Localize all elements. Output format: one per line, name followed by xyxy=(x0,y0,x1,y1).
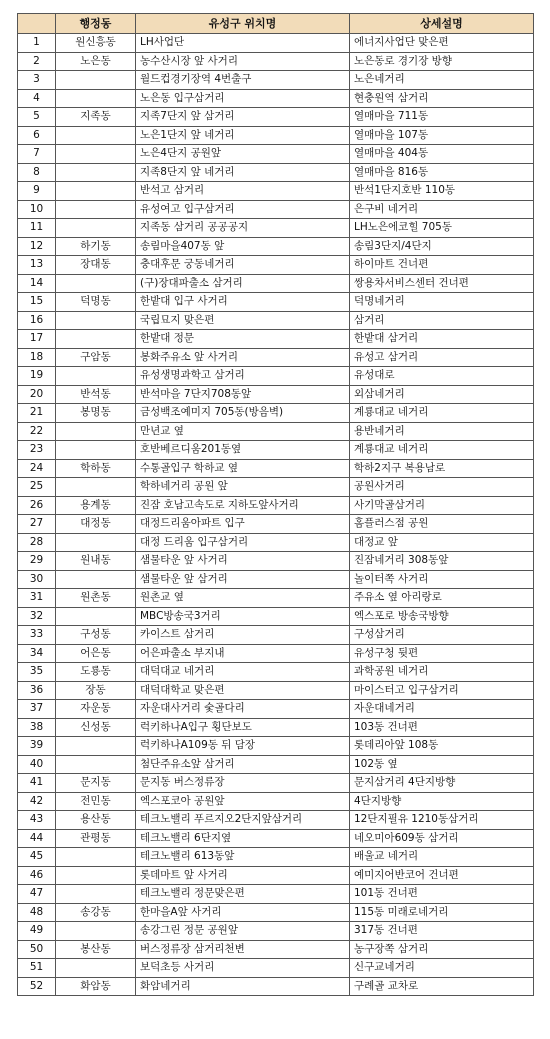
cell-location-name: 카이스트 삼거리 xyxy=(136,626,350,645)
table-row xyxy=(18,922,534,941)
cell-location-name: 샘물타운 앞 사거리 xyxy=(136,552,350,571)
cell-location-name: 한밭대 입구 사거리 xyxy=(136,293,350,312)
cell-number: 22 xyxy=(18,422,56,441)
cell-admin-dong: 봉산동 xyxy=(56,940,136,959)
cell-admin-dong: 학하동 xyxy=(56,459,136,478)
table-row xyxy=(18,274,534,293)
table-row xyxy=(18,478,534,497)
cell-detail: 덕명네거리 xyxy=(350,293,534,312)
table-row xyxy=(18,774,534,793)
cell-admin-dong: 구성동 xyxy=(56,626,136,645)
cell-detail: 사기막골삼거리 xyxy=(350,496,534,515)
cell-detail: 외삼네거리 xyxy=(350,385,534,404)
cell-number: 18 xyxy=(18,348,56,367)
cell-number: 5 xyxy=(18,108,56,127)
cell-admin-dong: 신성동 xyxy=(56,718,136,737)
cell-detail: 엑스포로 방송국방향 xyxy=(350,607,534,626)
cell-admin-dong xyxy=(56,478,136,497)
cell-location-name: 노은4단지 공원앞 xyxy=(136,145,350,164)
header-location-name: 유성구 위치명 xyxy=(136,14,350,34)
cell-number: 11 xyxy=(18,219,56,238)
cell-admin-dong: 봉명동 xyxy=(56,404,136,423)
table-row xyxy=(18,237,534,256)
table-row xyxy=(18,829,534,848)
cell-number: 3 xyxy=(18,71,56,90)
cell-location-name: 화암네거리 xyxy=(136,977,350,996)
cell-admin-dong xyxy=(56,145,136,164)
table-row xyxy=(18,367,534,386)
cell-location-name: 봉화주유소 앞 사거리 xyxy=(136,348,350,367)
table-row xyxy=(18,959,534,978)
cell-number: 46 xyxy=(18,866,56,885)
cell-admin-dong: 반석동 xyxy=(56,385,136,404)
cell-location-name: 테크노밸리 613동앞 xyxy=(136,848,350,867)
cell-admin-dong: 원신흥동 xyxy=(56,34,136,53)
cell-number: 30 xyxy=(18,570,56,589)
cell-admin-dong xyxy=(56,71,136,90)
cell-number: 19 xyxy=(18,367,56,386)
header-row xyxy=(18,14,534,34)
cell-number: 10 xyxy=(18,200,56,219)
table-row xyxy=(18,700,534,719)
cell-admin-dong xyxy=(56,441,136,460)
table-row xyxy=(18,311,534,330)
cell-location-name: 대덕대교 네거리 xyxy=(136,663,350,682)
table-row xyxy=(18,219,534,238)
cell-detail: 대정교 앞 xyxy=(350,533,534,552)
table-row xyxy=(18,737,534,756)
cell-location-name: 유성여고 입구삼거리 xyxy=(136,200,350,219)
table-body xyxy=(18,34,534,996)
cell-number: 29 xyxy=(18,552,56,571)
cell-admin-dong xyxy=(56,126,136,145)
table-row xyxy=(18,34,534,53)
table-row xyxy=(18,848,534,867)
table-row xyxy=(18,626,534,645)
cell-number: 8 xyxy=(18,163,56,182)
cell-location-name: 럭키하나A109동 뒤 담장 xyxy=(136,737,350,756)
cell-admin-dong xyxy=(56,848,136,867)
cell-location-name: 원촌교 옆 xyxy=(136,589,350,608)
cell-admin-dong xyxy=(56,866,136,885)
cell-detail: 115동 미래로네거리 xyxy=(350,903,534,922)
cell-location-name: 유성생명과학고 삼거리 xyxy=(136,367,350,386)
cell-location-name: 테크노밸리 푸르지오2단지앞삼거리 xyxy=(136,811,350,830)
cell-location-name: 지족동 삼거리 공공공지 xyxy=(136,219,350,238)
table-row xyxy=(18,515,534,534)
cell-detail: 현충원역 삼거리 xyxy=(350,89,534,108)
table-row xyxy=(18,755,534,774)
table-row xyxy=(18,681,534,700)
cell-location-name: LH사업단 xyxy=(136,34,350,53)
cell-admin-dong: 대정동 xyxy=(56,515,136,534)
cell-detail: 삼거리 xyxy=(350,311,534,330)
cell-location-name: 진잠 호남고속도로 지하도앞사거리 xyxy=(136,496,350,515)
header-admin-dong: 행정동 xyxy=(56,14,136,34)
cell-number: 21 xyxy=(18,404,56,423)
cell-number: 1 xyxy=(18,34,56,53)
cell-detail: 317동 건너편 xyxy=(350,922,534,941)
cell-detail: 구성삼거리 xyxy=(350,626,534,645)
table-row xyxy=(18,126,534,145)
cell-detail: 열매마을 816동 xyxy=(350,163,534,182)
location-table xyxy=(17,13,534,996)
cell-number: 2 xyxy=(18,52,56,71)
cell-location-name: 수통골입구 학하교 옆 xyxy=(136,459,350,478)
cell-number: 32 xyxy=(18,607,56,626)
cell-number: 33 xyxy=(18,626,56,645)
cell-admin-dong xyxy=(56,959,136,978)
cell-location-name: MBC방송국3거리 xyxy=(136,607,350,626)
table-row xyxy=(18,496,534,515)
cell-number: 47 xyxy=(18,885,56,904)
cell-number: 49 xyxy=(18,922,56,941)
table-row xyxy=(18,811,534,830)
cell-number: 36 xyxy=(18,681,56,700)
cell-location-name: (구)장대파출소 삼거리 xyxy=(136,274,350,293)
cell-admin-dong xyxy=(56,422,136,441)
cell-location-name: 대정드리움아파트 입구 xyxy=(136,515,350,534)
cell-number: 23 xyxy=(18,441,56,460)
cell-detail: 주유소 옆 아리랑로 xyxy=(350,589,534,608)
cell-admin-dong xyxy=(56,367,136,386)
cell-location-name: 반석고 삼거리 xyxy=(136,182,350,201)
cell-number: 6 xyxy=(18,126,56,145)
table-row xyxy=(18,644,534,663)
cell-detail: 예미지어반코어 건너편 xyxy=(350,866,534,885)
cell-admin-dong xyxy=(56,737,136,756)
cell-detail: 진잠네거리 308동앞 xyxy=(350,552,534,571)
cell-number: 48 xyxy=(18,903,56,922)
cell-detail: 자운대네거리 xyxy=(350,700,534,719)
cell-detail: 마이스터고 입구삼거리 xyxy=(350,681,534,700)
cell-location-name: 첨단주유소앞 삼거리 xyxy=(136,755,350,774)
cell-location-name: 버스정류장 삼거리천변 xyxy=(136,940,350,959)
table-row xyxy=(18,71,534,90)
cell-number: 37 xyxy=(18,700,56,719)
cell-number: 41 xyxy=(18,774,56,793)
cell-number: 12 xyxy=(18,237,56,256)
cell-location-name: 대정 드리움 입구삼거리 xyxy=(136,533,350,552)
table-row xyxy=(18,459,534,478)
cell-admin-dong xyxy=(56,219,136,238)
cell-detail: 열매마을 107동 xyxy=(350,126,534,145)
cell-location-name: 송강그린 정문 공원앞 xyxy=(136,922,350,941)
cell-admin-dong: 원촌동 xyxy=(56,589,136,608)
cell-admin-dong: 화암동 xyxy=(56,977,136,996)
table-row xyxy=(18,256,534,275)
cell-detail: 은구비 네거리 xyxy=(350,200,534,219)
cell-detail: 신구교네거리 xyxy=(350,959,534,978)
cell-number: 28 xyxy=(18,533,56,552)
cell-location-name: 럭키하나A입구 횡단보도 xyxy=(136,718,350,737)
cell-admin-dong xyxy=(56,607,136,626)
cell-location-name: 국립묘지 맞은편 xyxy=(136,311,350,330)
table-row xyxy=(18,866,534,885)
cell-detail: 12단지필유 1210동삼거리 xyxy=(350,811,534,830)
table-row xyxy=(18,663,534,682)
table-row xyxy=(18,182,534,201)
cell-admin-dong xyxy=(56,922,136,941)
cell-detail: 네오미아609동 삼거리 xyxy=(350,829,534,848)
cell-admin-dong xyxy=(56,274,136,293)
cell-detail: 놀이터쪽 사거리 xyxy=(350,570,534,589)
cell-detail: 열매마을 711동 xyxy=(350,108,534,127)
table-row xyxy=(18,552,534,571)
cell-location-name: 송림마을407동 앞 xyxy=(136,237,350,256)
table-row xyxy=(18,163,534,182)
cell-detail: 과학공원 네거리 xyxy=(350,663,534,682)
cell-admin-dong xyxy=(56,89,136,108)
cell-detail: 하이마트 건너편 xyxy=(350,256,534,275)
header-number xyxy=(18,14,56,34)
table-row xyxy=(18,570,534,589)
cell-number: 14 xyxy=(18,274,56,293)
cell-number: 27 xyxy=(18,515,56,534)
cell-location-name: 한마을A앞 사거리 xyxy=(136,903,350,922)
cell-admin-dong: 노은동 xyxy=(56,52,136,71)
cell-admin-dong: 용산동 xyxy=(56,811,136,830)
table-row xyxy=(18,940,534,959)
cell-detail: 쌍용차서비스센터 건너편 xyxy=(350,274,534,293)
cell-detail: 송림3단지/4단지 xyxy=(350,237,534,256)
cell-admin-dong: 어은동 xyxy=(56,644,136,663)
table-row xyxy=(18,977,534,996)
cell-detail: 공원사거리 xyxy=(350,478,534,497)
cell-number: 24 xyxy=(18,459,56,478)
cell-location-name: 충대후문 궁동네거리 xyxy=(136,256,350,275)
table-row xyxy=(18,404,534,423)
cell-detail: 구례골 교차로 xyxy=(350,977,534,996)
cell-number: 40 xyxy=(18,755,56,774)
cell-number: 13 xyxy=(18,256,56,275)
table-row xyxy=(18,89,534,108)
table-row xyxy=(18,293,534,312)
cell-location-name: 학하네거리 공원 앞 xyxy=(136,478,350,497)
cell-admin-dong: 전민동 xyxy=(56,792,136,811)
cell-admin-dong: 도룡동 xyxy=(56,663,136,682)
cell-number: 42 xyxy=(18,792,56,811)
cell-number: 16 xyxy=(18,311,56,330)
cell-admin-dong xyxy=(56,570,136,589)
cell-detail: 계룡대교 네거리 xyxy=(350,404,534,423)
cell-location-name: 노은1단지 앞 네거리 xyxy=(136,126,350,145)
table-row xyxy=(18,533,534,552)
cell-number: 9 xyxy=(18,182,56,201)
cell-detail: 홈플러스점 공원 xyxy=(350,515,534,534)
table-row xyxy=(18,348,534,367)
cell-number: 17 xyxy=(18,330,56,349)
cell-admin-dong xyxy=(56,163,136,182)
cell-location-name: 문지동 버스정류장 xyxy=(136,774,350,793)
table-row xyxy=(18,145,534,164)
cell-location-name: 농수산시장 앞 사거리 xyxy=(136,52,350,71)
cell-detail: 농구장쪽 삼거리 xyxy=(350,940,534,959)
cell-admin-dong: 구암동 xyxy=(56,348,136,367)
cell-location-name: 지족7단지 앞 삼거리 xyxy=(136,108,350,127)
cell-number: 31 xyxy=(18,589,56,608)
cell-detail: 유성구청 뒷편 xyxy=(350,644,534,663)
cell-detail: 유성대로 xyxy=(350,367,534,386)
cell-admin-dong xyxy=(56,755,136,774)
cell-number: 20 xyxy=(18,385,56,404)
cell-detail: 유성고 삼거리 xyxy=(350,348,534,367)
table-row xyxy=(18,52,534,71)
cell-detail: 용반네거리 xyxy=(350,422,534,441)
header-detail: 상세설명 xyxy=(350,14,534,34)
cell-admin-dong: 송강동 xyxy=(56,903,136,922)
table-row xyxy=(18,607,534,626)
cell-admin-dong xyxy=(56,533,136,552)
cell-location-name: 테크노밸리 6단지옆 xyxy=(136,829,350,848)
cell-detail: 열매마을 404동 xyxy=(350,145,534,164)
cell-location-name: 보덕초등 사거리 xyxy=(136,959,350,978)
cell-admin-dong xyxy=(56,182,136,201)
cell-admin-dong: 하기동 xyxy=(56,237,136,256)
cell-number: 26 xyxy=(18,496,56,515)
cell-location-name: 어은파출소 부지내 xyxy=(136,644,350,663)
table-row xyxy=(18,792,534,811)
cell-admin-dong: 장동 xyxy=(56,681,136,700)
cell-detail: 103동 건너편 xyxy=(350,718,534,737)
cell-detail: 문지삼거리 4단지방향 xyxy=(350,774,534,793)
cell-location-name: 대덕대학교 맞은편 xyxy=(136,681,350,700)
cell-admin-dong xyxy=(56,330,136,349)
cell-detail: 반석1단지호반 110동 xyxy=(350,182,534,201)
cell-location-name: 월드컵경기장역 4번출구 xyxy=(136,71,350,90)
table-row xyxy=(18,422,534,441)
cell-detail: 학하2지구 복용남로 xyxy=(350,459,534,478)
cell-location-name: 롯데마트 앞 사거리 xyxy=(136,866,350,885)
cell-detail: 배울교 네거리 xyxy=(350,848,534,867)
cell-admin-dong: 덕명동 xyxy=(56,293,136,312)
cell-number: 43 xyxy=(18,811,56,830)
cell-admin-dong: 용계동 xyxy=(56,496,136,515)
cell-number: 15 xyxy=(18,293,56,312)
cell-detail: 계룡대교 네거리 xyxy=(350,441,534,460)
table-row xyxy=(18,385,534,404)
cell-number: 51 xyxy=(18,959,56,978)
cell-location-name: 만년교 옆 xyxy=(136,422,350,441)
cell-number: 39 xyxy=(18,737,56,756)
cell-location-name: 한밭대 정문 xyxy=(136,330,350,349)
cell-number: 50 xyxy=(18,940,56,959)
cell-detail: 한밭대 삼거리 xyxy=(350,330,534,349)
cell-number: 35 xyxy=(18,663,56,682)
table-row xyxy=(18,330,534,349)
cell-detail: 에너지사업단 맞은편 xyxy=(350,34,534,53)
cell-location-name: 금성백조예미지 705동(방음벽) xyxy=(136,404,350,423)
cell-number: 34 xyxy=(18,644,56,663)
cell-admin-dong xyxy=(56,200,136,219)
cell-number: 25 xyxy=(18,478,56,497)
cell-location-name: 호반베르디움201동옆 xyxy=(136,441,350,460)
cell-admin-dong xyxy=(56,311,136,330)
table-row xyxy=(18,200,534,219)
cell-admin-dong: 관평동 xyxy=(56,829,136,848)
cell-number: 38 xyxy=(18,718,56,737)
table-header xyxy=(18,14,534,34)
cell-admin-dong: 원내동 xyxy=(56,552,136,571)
cell-detail: LH노은에코힐 705동 xyxy=(350,219,534,238)
cell-number: 7 xyxy=(18,145,56,164)
cell-number: 44 xyxy=(18,829,56,848)
cell-location-name: 샘물타운 앞 삼거리 xyxy=(136,570,350,589)
cell-admin-dong xyxy=(56,885,136,904)
cell-detail: 롯데리아앞 108동 xyxy=(350,737,534,756)
table-row xyxy=(18,441,534,460)
cell-number: 52 xyxy=(18,977,56,996)
table-row xyxy=(18,718,534,737)
cell-detail: 노은동로 경기장 방향 xyxy=(350,52,534,71)
cell-detail: 노은네거리 xyxy=(350,71,534,90)
cell-location-name: 노은동 입구삼거리 xyxy=(136,89,350,108)
cell-admin-dong: 자운동 xyxy=(56,700,136,719)
cell-location-name: 지족8단지 앞 네거리 xyxy=(136,163,350,182)
cell-location-name: 자운대사거리 숯골다리 xyxy=(136,700,350,719)
cell-detail: 101동 건너편 xyxy=(350,885,534,904)
table-row xyxy=(18,903,534,922)
table-row xyxy=(18,885,534,904)
cell-location-name: 엑스포코아 공원앞 xyxy=(136,792,350,811)
table-row xyxy=(18,108,534,127)
cell-detail: 4단지방향 xyxy=(350,792,534,811)
cell-admin-dong: 지족동 xyxy=(56,108,136,127)
cell-admin-dong: 문지동 xyxy=(56,774,136,793)
cell-location-name: 테크노밸리 정문맞은편 xyxy=(136,885,350,904)
cell-detail: 102동 옆 xyxy=(350,755,534,774)
cell-location-name: 반석마을 7단지708동앞 xyxy=(136,385,350,404)
cell-number: 4 xyxy=(18,89,56,108)
cell-number: 45 xyxy=(18,848,56,867)
table-row xyxy=(18,589,534,608)
cell-admin-dong: 장대동 xyxy=(56,256,136,275)
